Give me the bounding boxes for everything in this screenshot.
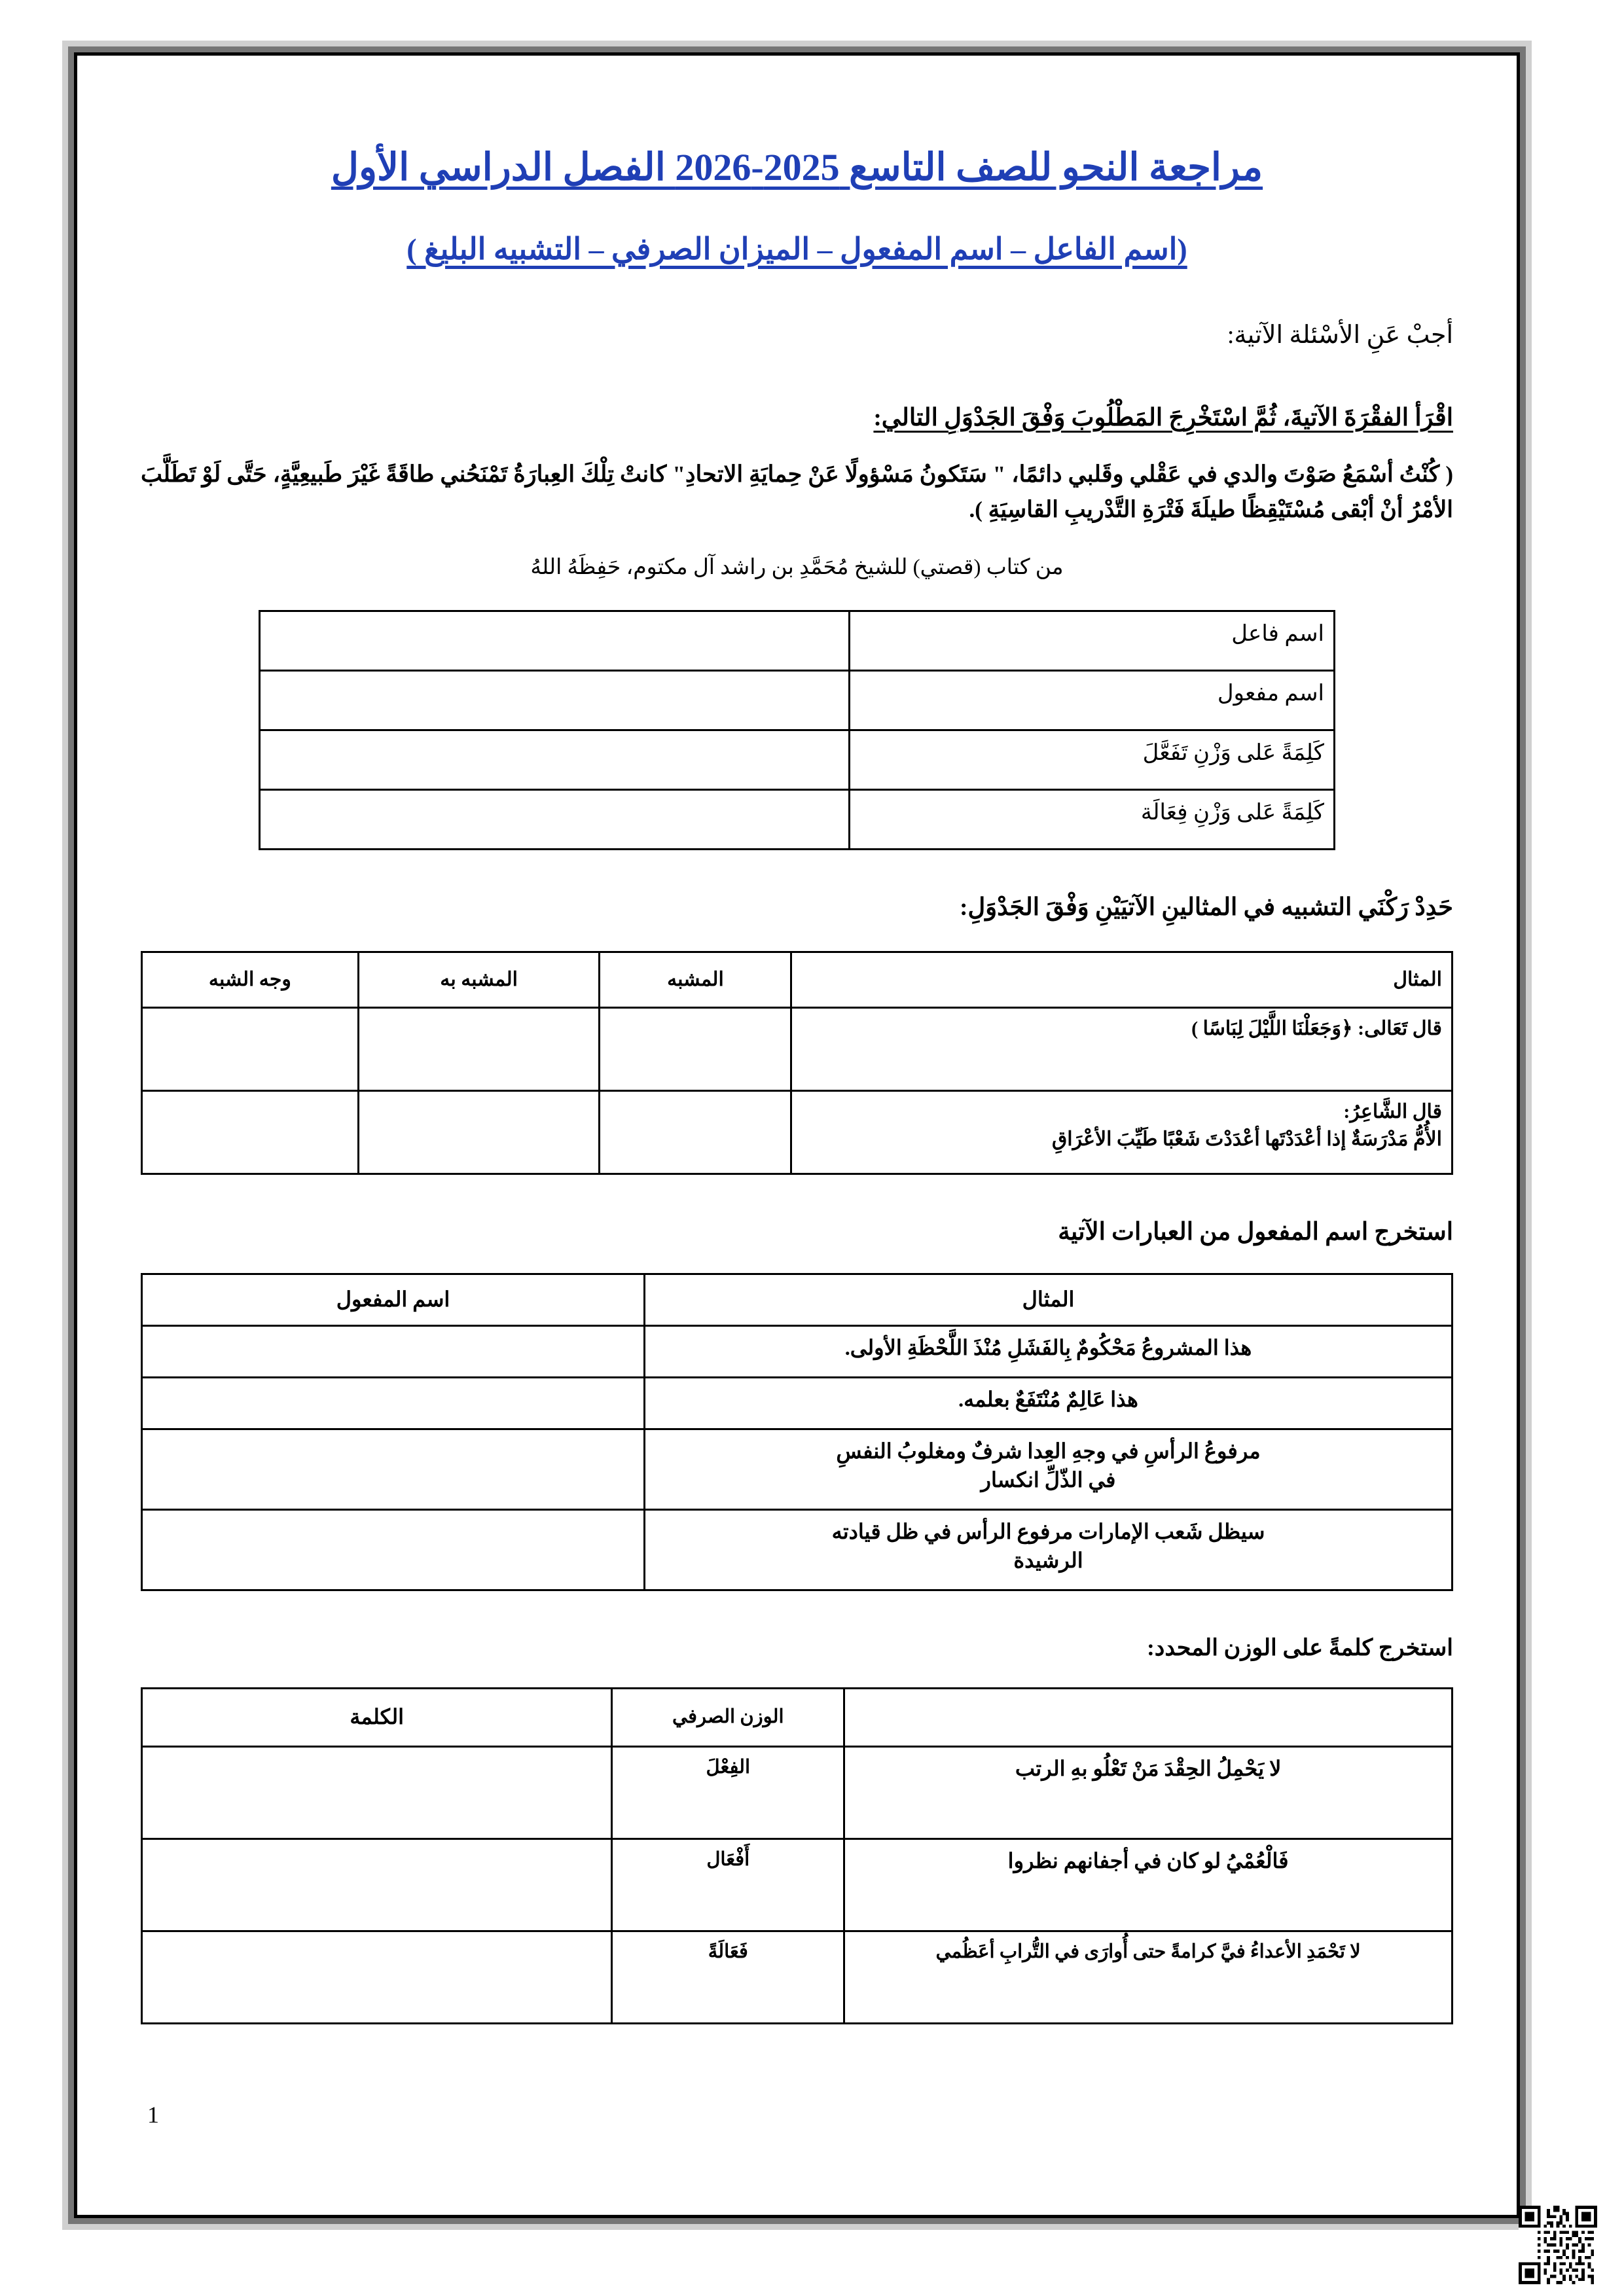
table-row (260, 790, 1335, 850)
tashbih-example-1 (791, 1090, 1453, 1174)
maful-table (141, 1273, 1453, 1591)
nouns-table (259, 610, 1335, 850)
table-row (260, 611, 1335, 671)
section3-heading: استخرج اسم المفعول من العبارات الآتية (1058, 1218, 1453, 1246)
tashbih-mushabbah-0[interactable] (600, 1007, 791, 1090)
maful-answer-3[interactable] (142, 1509, 645, 1590)
maful-answer-0[interactable] (142, 1325, 645, 1377)
maful-example-3-line2: الرشيدة (1013, 1549, 1083, 1573)
wazn-table (141, 1687, 1453, 2024)
wazn-header-word: الكلمة (142, 1688, 612, 1746)
table-row (142, 1007, 1453, 1090)
tashbih-header-mushabbah-bih: المشبه به (358, 952, 600, 1007)
instruction-line: أجبْ عَنِ الأسْئلة الآتية: (1227, 321, 1453, 349)
maful-example-2-line2: في الذّلِّ انكسار (981, 1468, 1116, 1492)
qr-code-icon (1519, 2206, 1597, 2284)
nouns-answer-1[interactable] (260, 671, 850, 730)
wazn-example-1: فَالْعُمْيُ لو كان في أجفانهم نظروا (844, 1839, 1453, 1931)
section2-heading: حَدِدْ رَكْنَي التشبيه في المثالينِ الآتيَيْنِ وَفْقَ الجَدْوَلِ: (960, 894, 1453, 922)
table-row (142, 1325, 1453, 1377)
tashbih-header-example: المثال (791, 952, 1453, 1007)
page-subtitle: (اسم الفاعل – اسم المفعول – الميزان الصرفي – التشبيه البليغ ) (406, 232, 1187, 266)
maful-example-3 (644, 1509, 1452, 1590)
section1-source: من كتاب (قصتي) للشيخ مُحَمَّدِ بن راشد آل مكتوم، حَفِظَهُ اللهُ (530, 556, 1064, 580)
maful-answer-2[interactable] (142, 1429, 645, 1509)
nouns-label-1: اسم مفعول (850, 671, 1335, 730)
tashbih-wajh-0[interactable] (142, 1007, 359, 1090)
maful-example-3-line1: سيظل شَعب الإمارات مرفوع الرأس في ظل قيادته (831, 1519, 1265, 1543)
wazn-word-0[interactable] (142, 1746, 612, 1839)
table-row (260, 671, 1335, 730)
nouns-label-2: كَلِمَةً عَلى وَزْنِ تَفَعَّلَ (850, 730, 1335, 790)
wazn-header-example (844, 1688, 1453, 1746)
wazn-value-1: أَفْعَال (612, 1839, 844, 1931)
table-header-row (142, 1688, 1453, 1746)
tashbih-header-wajh: وجه الشبه (142, 952, 359, 1007)
section1-paragraph: ( كُنْتُ أسْمَعُ صَوْتَ والدي في عَقْلي وقَلبي دائمًا، " سَتَكونُ مَسْؤولًا عَنْ حِمايَةِ الاتحادِ" كانتْ تِلْكَ العِبارَةُ تَمْنَحُني طاقَةً غَيْرَ طَبيعِيَّةٍ، حَتَّى لَوْ تَطَلَّبَ الأمْرُ أنْ أبْقى مُسْتَيْقِظًا طيلَةَ فَتْرَةِ التَّدْريبِ القاسِيَةِ ). (141, 461, 1453, 522)
tashbih-mushabbah-bih-1[interactable] (358, 1090, 600, 1174)
nouns-label-0: اسم فاعل (850, 611, 1335, 671)
maful-header-example: المثال (644, 1274, 1452, 1325)
maful-example-0: هذا المشروعُ مَحْكُومٌ بِالفَشَلِ مُنْذَ اللَّحْظَةِ الأولى. (644, 1325, 1452, 1377)
table-row (142, 1509, 1453, 1590)
page-number: 1 (147, 2102, 159, 2128)
tashbih-mushabbah-bih-0[interactable] (358, 1007, 600, 1090)
table-header-row (142, 1274, 1453, 1325)
maful-example-1: هذا عَالِمٌ مُنْتَفَعٌ بعلمه. (644, 1377, 1452, 1429)
table-header-row (142, 952, 1453, 1007)
tashbih-example-1-line2: الأُمُّ مَدْرَسَةٌ إذا أعْدَدْتَها أعْدَدْتَ شَعْبًا طَيِّبَ الأعْرَاقِ (1051, 1128, 1442, 1150)
nouns-answer-2[interactable] (260, 730, 850, 790)
wazn-word-2[interactable] (142, 1931, 612, 2023)
section1-heading-wrap (141, 378, 1453, 432)
tashbih-example-0-line1: قال تَعَالى: ﴿وَجَعَلْنَا اللَّيْلَ لِبَاسًا ) (1191, 1017, 1442, 1039)
table-row (142, 1377, 1453, 1429)
section4-heading: استخرج كلمةً على الوزن المحدد: (1147, 1634, 1453, 1660)
page-title: مراجعة النحو للصف التاسع 2025-2026 الفصل الدراسي الأول (331, 146, 1263, 188)
wazn-header-wazn: الوزن الصرفي (612, 1688, 844, 1746)
wazn-value-2: فَعَالَةً (612, 1931, 844, 2023)
nouns-answer-0[interactable] (260, 611, 850, 671)
table-row (142, 1746, 1453, 1839)
tashbih-wajh-1[interactable] (142, 1090, 359, 1174)
table-row (142, 1090, 1453, 1174)
maful-example-2 (644, 1429, 1452, 1509)
wazn-word-1[interactable] (142, 1839, 612, 1931)
tashbih-mushabbah-1[interactable] (600, 1090, 791, 1174)
table-row (142, 1429, 1453, 1509)
tashbih-example-0 (791, 1007, 1453, 1090)
section1-heading: اقْرَأ الفقْرَةَ الآتيةَ، ثُمَّ اسْتَخْرِجَ المَطْلُوبَ وَفْقَ الجَدْوَلِ التالي: (873, 404, 1453, 431)
tashbih-table (141, 951, 1453, 1175)
tashbih-header-mushabbah: المشبه (600, 952, 791, 1007)
wazn-example-0: لا يَحْمِلُ الحِقْدَ مَنْ تَعْلُو بهِ الرتب (844, 1746, 1453, 1839)
nouns-label-3: كَلِمَةً عَلى وَزْنِ فِعَالَة (850, 790, 1335, 850)
wazn-value-0: الفِعْلَ (612, 1746, 844, 1839)
wazn-example-2: لا تَحْمَدِ الأعداءُ فيَّ كرامةً حتى أُوارَى في التُّرابِ أعَظُمي (844, 1931, 1453, 2023)
document-body (92, 72, 1502, 2196)
table-row (142, 1931, 1453, 2023)
nouns-answer-3[interactable] (260, 790, 850, 850)
table-row (142, 1839, 1453, 1931)
maful-example-2-line1: مرفوعُ الرأسِ في وجهِ العِدا شرفٌ ومغلوبُ النفسِ (836, 1439, 1261, 1463)
maful-answer-1[interactable] (142, 1377, 645, 1429)
tashbih-example-1-line1: قال الشَّاعِرُ: (1343, 1100, 1442, 1122)
maful-header-answer: اسم المفعول (142, 1274, 645, 1325)
table-row (260, 730, 1335, 790)
